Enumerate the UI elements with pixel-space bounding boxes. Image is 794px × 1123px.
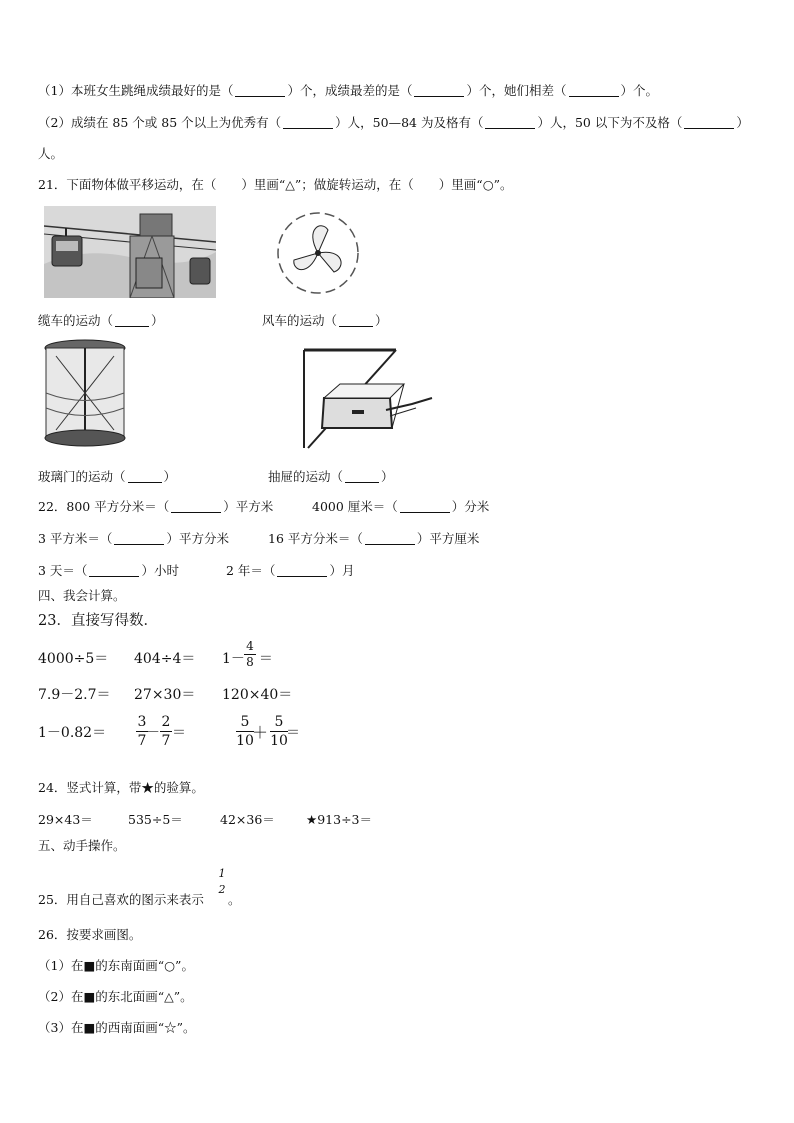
section-4-heading: 四、我会计算。 [38, 588, 126, 603]
cable-car-image [44, 206, 216, 298]
q24-expr-2: 535÷5＝ [128, 812, 183, 827]
answer-blank[interactable] [365, 544, 415, 545]
q23-expr-1: 4000÷5＝ [38, 651, 109, 667]
q22-row2: 3 平方米＝（ ）平方分米 [38, 531, 229, 546]
q23-expr-2: 404÷4＝ [134, 651, 196, 667]
fraction-bar [160, 731, 172, 732]
q23-fraction-3-7: 3 7 [137, 714, 147, 749]
q23-title: 23．直接写得数． [38, 613, 158, 629]
q24-title: 24．竖式计算，带★的验算。 [38, 780, 204, 795]
q20-part2: （2）成绩在 85 个或 85 个以上为优秀有（ ）人，50—84 为及格有（ ）人，50 以下为不及格（ ） [38, 115, 749, 130]
q21-question: 21．下面物体做平移运动，在（ ）里画“△”；做旋转运动，在（ ）里画“○”。 [38, 177, 513, 192]
q26-item-1: （1）在■的东南面画“○”。 [38, 958, 194, 973]
q20-part1: （1）本班女生跳绳成绩最好的是（ ）个，成绩最差的是（ ）个，她们相差（ ）个。 [38, 83, 659, 98]
q26-title: 26．按要求画图。 [38, 927, 142, 942]
windmill-fan-image [274, 208, 362, 298]
q23-fraction-4-8: 4 8 [244, 640, 256, 669]
drawer-image [300, 344, 436, 450]
q23-expr-4: 7.9－2.7＝ [38, 687, 111, 703]
answer-blank[interactable] [485, 128, 535, 129]
section-5-heading: 五、动手操作。 [38, 838, 126, 853]
q23-fraction-5-10-b: 5 10 [270, 714, 288, 749]
q23-minus: － [146, 725, 160, 741]
answer-blank[interactable] [277, 576, 327, 577]
glass-door-label: 玻璃门的运动（ ） [38, 469, 177, 484]
q26-item-2: （2）在■的东北面画“△”。 [38, 989, 193, 1004]
q20-part2-continued: 人。 [38, 146, 64, 161]
q23-expr-6: 120×40＝ [222, 687, 293, 703]
answer-blank[interactable] [569, 96, 619, 97]
answer-blank[interactable] [283, 128, 333, 129]
q23-expr-3: 1－ ＝ [222, 651, 273, 667]
q23-equals: ＝ [286, 725, 300, 741]
q22-row3: 3 天＝（ ）小时 [38, 563, 179, 578]
answer-blank[interactable] [684, 128, 734, 129]
q22-row1: 22．800 平方分米＝（ ）平方米 [38, 499, 274, 514]
answer-blank[interactable] [235, 96, 285, 97]
q25-end: 。 [228, 892, 241, 907]
answer-blank[interactable] [339, 326, 373, 327]
answer-blank[interactable] [400, 512, 450, 513]
answer-blank[interactable] [114, 544, 164, 545]
revolving-door-image [42, 338, 128, 450]
answer-blank[interactable] [128, 482, 162, 483]
answer-blank[interactable] [171, 512, 221, 513]
answer-blank[interactable] [115, 326, 149, 327]
q22-row2-b: 16 平方分米＝（ ）平方厘米 [268, 531, 480, 546]
q23-equals: ＝ [172, 725, 186, 741]
cable-car-label: 缆车的运动（ ） [38, 313, 164, 328]
answer-blank[interactable] [414, 96, 464, 97]
q25-text: 25．用自己喜欢的图示来表示 [38, 892, 204, 907]
q23-plus: ＋ [252, 723, 269, 742]
answer-blank[interactable] [345, 482, 379, 483]
q24-expr-3: 42×36＝ [220, 812, 275, 827]
answer-blank[interactable] [89, 576, 139, 577]
q26-item-3: （3）在■的西南面画“☆”。 [38, 1020, 196, 1035]
q22-row1-b: 4000 厘米＝（ ）分米 [312, 499, 490, 514]
q23-expr-7: 1－0.82＝ [38, 725, 107, 741]
q23-expr-5: 27×30＝ [134, 687, 196, 703]
q22-row3-b: 2 年＝（ ）月 [226, 563, 355, 578]
drawer-label: 抽屉的运动（ ） [268, 469, 394, 484]
q25-fraction-1-2: 1 2 [218, 867, 226, 896]
q23-fraction-5-10-a: 5 10 [236, 714, 254, 749]
windmill-label: 风车的运动（ ） [262, 313, 388, 328]
q24-expr-1: 29×43＝ [38, 812, 93, 827]
q23-fraction-2-7: 2 7 [161, 714, 171, 749]
q24-expr-4: ★913÷3＝ [306, 812, 372, 827]
